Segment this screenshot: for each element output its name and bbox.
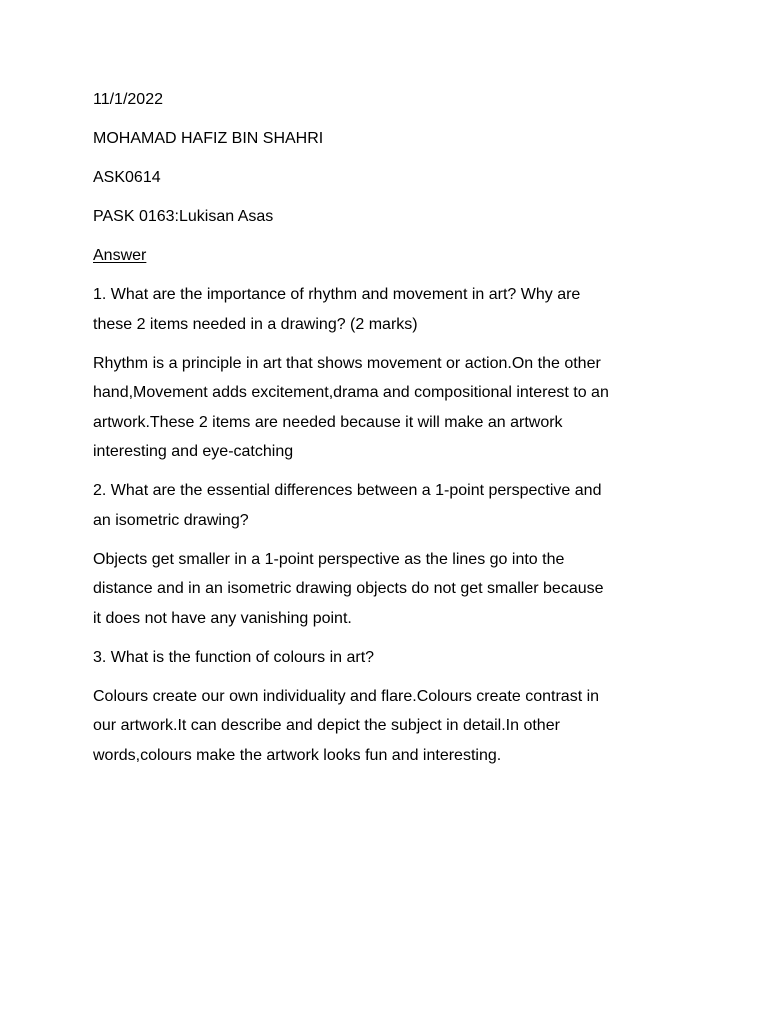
answer-3-line-2: our artwork.It can describe and depict the subject in detail.In other <box>93 717 560 734</box>
question-1 <box>93 280 693 339</box>
answer-2-line-3: it does not have any vanishing point. <box>93 609 352 627</box>
course-title: PASK 0163:Lukisan Asas <box>93 208 274 225</box>
student-id: ASK0614 <box>93 169 161 186</box>
answer-3 <box>93 682 693 771</box>
answer-3-line-3: words,colours make the artwork looks fun and interesting. <box>93 746 502 764</box>
student-name: MOHAMAD HAFIZ BIN SHAHRI <box>93 130 324 147</box>
question-3-line-1: 3. What is the function of colours in art? <box>93 648 375 666</box>
answer-2-line-1: Objects get smaller in a 1-point perspective as the lines go into the <box>93 550 565 568</box>
answer-1-line-2: hand,Movement adds excitement,drama and compositional interest to an <box>93 384 609 401</box>
answer-heading: Answer <box>93 247 147 264</box>
question-1-line-2: these 2 items needed in a drawing? (2 marks) <box>93 315 418 333</box>
document-page <box>93 85 693 780</box>
answer-2 <box>93 545 693 634</box>
answer-heading-wrap <box>93 241 693 271</box>
question-2-line-2: an isometric drawing? <box>93 511 249 529</box>
answer-1-line-1: Rhythm is a principle in art that shows movement or action.On the other <box>93 354 601 372</box>
answer-2-line-2: distance and in an isometric drawing objects do not get smaller because <box>93 580 604 597</box>
question-1-line-1: 1. What are the importance of rhythm and movement in art? Why are <box>93 286 581 303</box>
question-2-line-1: 2. What are the essential differences between a 1-point perspective and <box>93 482 602 499</box>
question-3 <box>93 643 693 673</box>
question-2 <box>93 476 693 535</box>
answer-1-line-3: artwork.These 2 items are needed because it will make an artwork <box>93 413 563 431</box>
date: 11/1/2022 <box>93 91 163 108</box>
answer-1-line-4: interesting and eye-catching <box>93 443 294 460</box>
answer-3-line-1: Colours create our own individuality and flare.Colours create contrast in <box>93 687 600 705</box>
answer-1 <box>93 349 693 467</box>
